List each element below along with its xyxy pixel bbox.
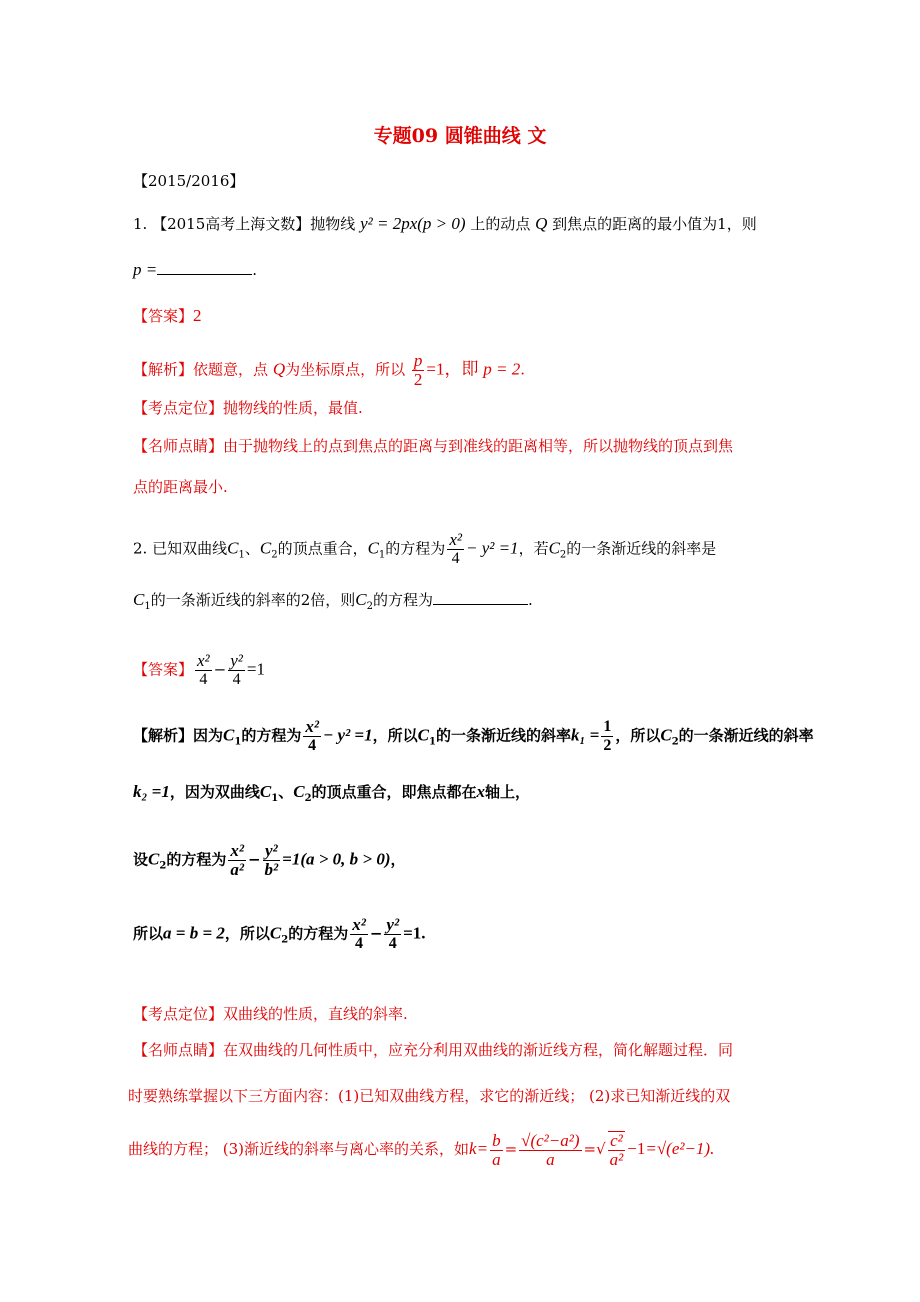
q1-tip [133, 436, 733, 456]
q2-tip-2: 时要熟练掌握以下三方面内容：(1)已知双曲线方程，求它的渐近线； (2)求已知渐近线的双 [128, 1087, 731, 1105]
q2-s1: 1 [428, 736, 436, 748]
q2-x2: x² [352, 915, 366, 934]
q2-an1-a: 因为 [193, 726, 224, 745]
q2-C: C [417, 725, 429, 745]
q1-p-eq: p = [133, 260, 158, 279]
q2-eq1: =1 [246, 659, 265, 679]
q2-analysis-label: 【解析】 [133, 726, 194, 745]
q1-analysis-b: 为坐标原点，所以 [285, 360, 406, 379]
q2-y2: y² [230, 651, 243, 670]
q2-minus: − [247, 850, 261, 869]
q2-s1: 1 [234, 736, 242, 748]
q2-s2: 2 [271, 549, 278, 561]
q2-eq-tail: − y² =1 [322, 725, 373, 745]
q2-text-f: 的一条渐近线的斜率的2倍，则 [150, 591, 356, 609]
q2-a2: a² [230, 860, 244, 879]
q2-C: C [259, 538, 272, 558]
question-2-cont [133, 590, 533, 617]
q2-s2: 2 [559, 549, 567, 561]
fraction [412, 352, 425, 389]
q1-analysis-end: . [520, 360, 526, 379]
q2-text-a: 已知双曲线 [152, 539, 228, 558]
q2-analysis-2 [133, 782, 530, 809]
q2-sep: 、 [244, 539, 260, 558]
q2-analysis-3 [133, 842, 406, 879]
q2-kp: 双曲线的性质，直线的斜率. [223, 1005, 408, 1023]
q2-tip-label: 【名师点睛】 [133, 1041, 224, 1059]
question-1-blank-line [133, 260, 257, 280]
q2-k: k= [469, 1139, 489, 1158]
q2-text-d: ，若 [518, 539, 549, 558]
q2-C: C [548, 538, 560, 558]
year-tag: 【2015/2016】 [133, 172, 245, 190]
q1-analysis-d: p = 2 [483, 359, 521, 379]
q1-text-c: 到焦点的距离的最小值为1，则 [552, 215, 757, 233]
q2-x2: x² [305, 717, 319, 736]
q2-an4-b: a = b = 2 [163, 923, 225, 943]
q2-a: a [492, 1149, 501, 1169]
q2-minus: − [213, 660, 227, 679]
q1-text-a: 抛物线 [310, 215, 356, 233]
q2-s1: 1 [378, 549, 386, 561]
q1-analysis-label: 【解析】 [133, 360, 194, 379]
q2-C: C [660, 725, 672, 745]
q2-four: 4 [388, 935, 397, 952]
q1-source: 【2015高考上海文数】 [152, 215, 311, 233]
q2-C: C [355, 590, 367, 609]
q2-tip-1: 在双曲线的几何性质中，应充分利用双曲线的渐近线方程，简化解题过程．同 [223, 1041, 734, 1059]
q2-a2: a² [609, 1150, 624, 1169]
q1-Q: Q [535, 214, 548, 233]
q1-num: 1. [133, 215, 148, 233]
fraction [447, 531, 464, 568]
q2-C: C [148, 849, 160, 869]
q2-an2-c: 的顶点重合，即焦点都在 [311, 783, 477, 801]
q2-sep: 、 [278, 783, 294, 801]
q1-tip-cont: 点的距离最小. [133, 478, 228, 496]
q1-Q: Q [272, 359, 286, 379]
q2-two: 2 [603, 737, 612, 754]
answer-blank [433, 590, 528, 605]
q1-knowledge-point [133, 398, 363, 418]
q2-one: 1 [603, 718, 612, 735]
q2-x2: x² [449, 530, 462, 549]
q2-an1-b: 的方程为 [241, 726, 302, 745]
q2-sqrt3: =√(e²−1). [645, 1139, 715, 1158]
q2-sqrt2-tail: −1 [627, 1139, 646, 1158]
q2-sqrt1: √(c²−a²) [521, 1130, 580, 1150]
q2-C: C [259, 782, 272, 801]
q2-an3-d: ， [390, 850, 406, 869]
q1-analysis-a: 依题意，点 [193, 360, 269, 379]
q1-text-b: 上的动点 [470, 215, 531, 233]
q2-tip-3: 曲线的方程； (3)渐近线的斜率与离心率的关系，如 [128, 1140, 470, 1158]
q2-an2-d: 轴上， [485, 783, 531, 801]
q2-s2: 2 [281, 934, 289, 946]
q2-analysis: 【解析】因为$C_1$的方程为 $\frac{\text{x²}}{4}$ − y² =1，所以$C_1$的一条渐近线的斜率k₁ = $\frac{1}{2}$ ，所以$C_2$的一条渐近线的斜率 [133, 717, 814, 754]
q2-an2-a: k₂ =1 [133, 782, 170, 801]
q2-b2: b² [264, 860, 279, 879]
q2-num: 2. [133, 539, 148, 558]
q2-y2: y² [263, 842, 281, 861]
q2-an4-d: 的方程为 [288, 924, 349, 943]
q2-a: a [546, 1149, 555, 1169]
q2-C: C [269, 923, 282, 943]
q2-s2: 2 [366, 601, 373, 612]
answer-blank [157, 260, 252, 275]
q2-an3-b: 的方程为 [166, 850, 227, 869]
q1-kp: 抛物线的性质，最值. [223, 399, 363, 417]
q2-tip-3: 曲线的方程； (3)渐近线的斜率与离心率的关系，如k= $\frac{b}{a}$ = $\frac{\text{√(c²−a²)}}{a}$ =√ $\frac{\text{c²}}{\text{a²}}$ −1=√(e²−1). [128, 1130, 715, 1169]
q2-s1: 1 [271, 793, 279, 804]
q2-x: x [476, 782, 486, 801]
q2-x2: x² [230, 841, 244, 860]
q2-four: 4 [355, 935, 364, 952]
q2-C: C [227, 538, 239, 558]
question-1 [133, 214, 757, 234]
q1-tip-label: 【名师点睛】 [133, 437, 224, 455]
page-title: 专题09 圆锥曲线 文 [373, 125, 547, 147]
q2-an4-a: 所以 [133, 924, 164, 943]
q1-analysis [133, 352, 525, 389]
q2-s2: 2 [159, 860, 167, 872]
q1-frac-num: p [413, 351, 423, 370]
q2-end: . [528, 591, 533, 609]
q2-answer [133, 652, 265, 689]
q1-answer [133, 306, 202, 326]
q1-frac-den: 2 [413, 370, 423, 389]
q2-C: C [367, 538, 379, 558]
q2-kp-label: 【考点定位】 [133, 1005, 224, 1023]
q2-an1-e: ，所以 [615, 726, 661, 745]
q2-text-e: 的一条渐近线的斜率是 [566, 539, 717, 558]
q2-k1: k₁ = [570, 725, 600, 745]
q2-an1-d: 的一条渐近线的斜率 [435, 726, 571, 745]
q2-an2-b: ，因为双曲线 [169, 783, 260, 801]
q2-tip [133, 1040, 733, 1060]
q2-x2: x² [197, 651, 210, 670]
q1-answer-label: 【答案】 [133, 307, 194, 325]
q2-four: 4 [232, 671, 241, 688]
q1-tip-1: 由于抛物线上的点到焦点的距离与到准线的距离相等，所以抛物线的顶点到焦 [223, 437, 734, 455]
q2-eq-tail: − y² =1 [465, 538, 519, 558]
q2-C: C [293, 782, 305, 801]
q2-y2: y² [386, 915, 400, 934]
q2-an1-c: 所以 [387, 726, 418, 745]
q2-four: 4 [308, 737, 317, 754]
q2-four: 4 [199, 671, 208, 688]
q2-an3-a: 设 [133, 850, 149, 869]
q2-b: b [492, 1130, 501, 1150]
question-2 [133, 531, 716, 568]
q2-s1: 1 [144, 601, 151, 612]
q2-four: 4 [451, 550, 460, 567]
q1-answer: 2 [193, 306, 202, 325]
q1-kp-label: 【考点定位】 [133, 399, 224, 417]
q2-C: C [133, 590, 145, 609]
q2-an4-e: =1. [403, 923, 426, 943]
q2-text-b: 的顶点重合， [277, 539, 368, 558]
q1-analysis-c: =1，即 [426, 359, 479, 379]
q2-s2: 2 [304, 793, 312, 804]
q2-answer-label: 【答案】 [133, 660, 194, 679]
q2-minus: − [369, 924, 383, 943]
q2-text-g: 的方程为 [372, 591, 433, 609]
q1-end: . [252, 261, 258, 279]
q2-an3-c: =1(a > 0, b > 0) [282, 849, 391, 869]
q2-s2: 2 [671, 736, 679, 748]
q2-text-c: 的方程为 [385, 539, 446, 558]
q2-s1: 1 [238, 549, 245, 561]
q2-an4-c: ，所以 [224, 924, 270, 943]
q2-sqrt2-num: c² [608, 1132, 626, 1151]
q1-eq: y² = 2px(p > 0) [360, 214, 466, 233]
q2-C: C [223, 725, 235, 745]
q2-an1-f: 的一条渐近线的斜率 [678, 726, 814, 745]
q2-knowledge-point [133, 1004, 408, 1024]
q2-analysis-4 [133, 916, 426, 953]
